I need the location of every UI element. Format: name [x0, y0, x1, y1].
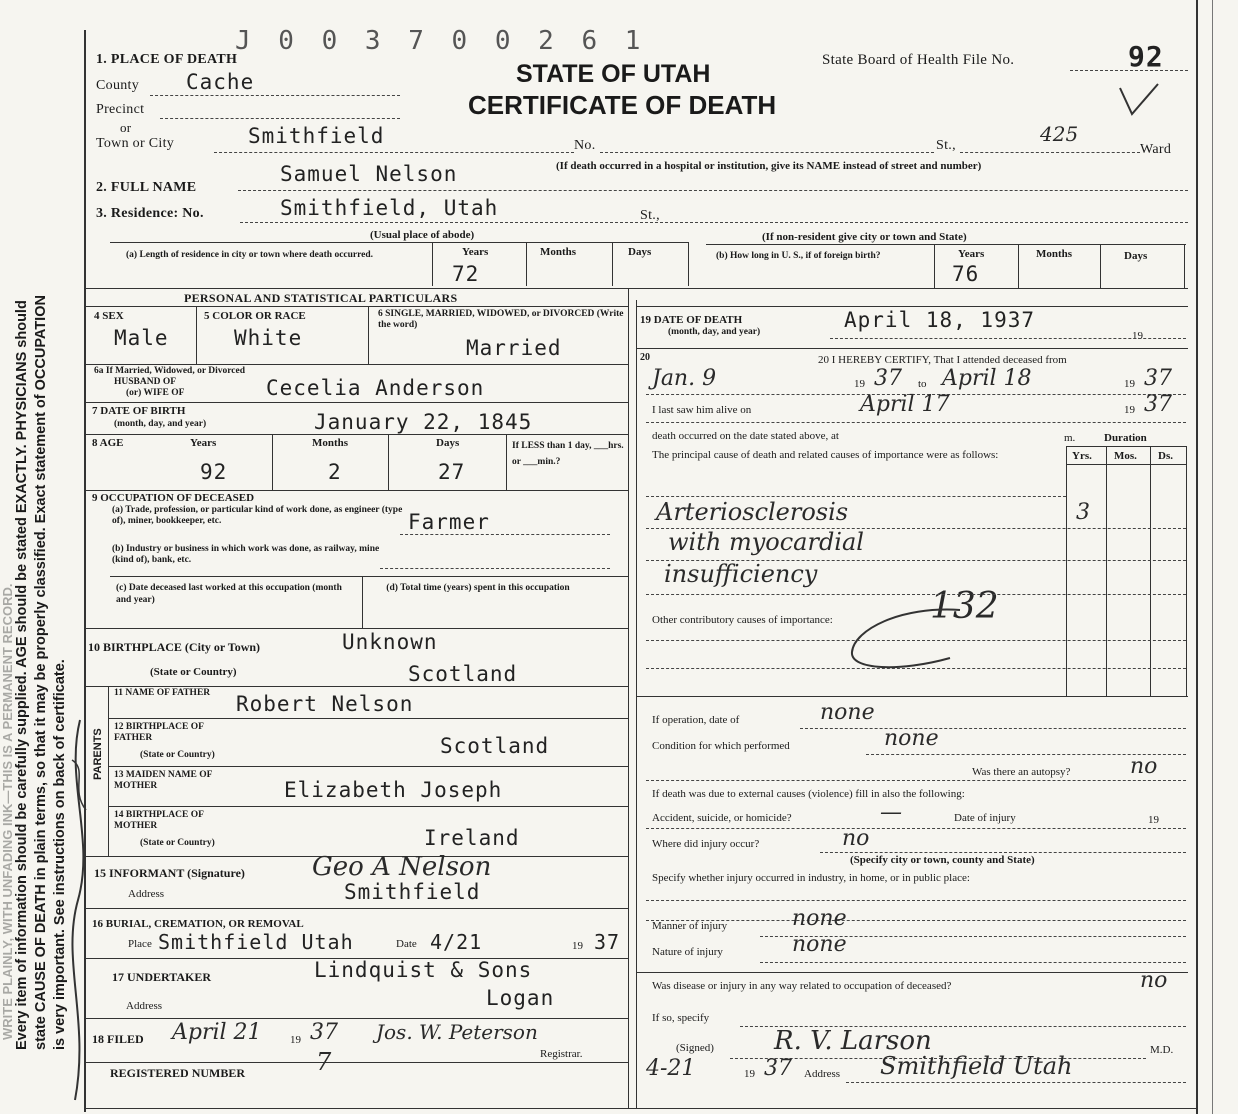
- age-div-3: [506, 434, 507, 490]
- file-number-label: State Board of Health File No.: [822, 52, 1015, 68]
- parent-line-3: [108, 806, 628, 807]
- nature-bottom-line: [636, 972, 1188, 973]
- occupation-d-label: (d) Total time (years) spent in this occupation: [386, 583, 570, 593]
- frame-right: [1196, 0, 1198, 1114]
- dod-line: [830, 338, 1186, 339]
- undertaker-address-label: Address: [126, 1000, 163, 1012]
- cause-line-3: [646, 594, 1186, 595]
- registered-number-label: REGISTERED NUMBER: [110, 1066, 246, 1080]
- residence-line: [240, 222, 1188, 223]
- sex-value: Male: [114, 326, 169, 350]
- spouse-value: Cecelia Anderson: [266, 376, 485, 400]
- operation-value: none: [820, 700, 875, 725]
- cause-3: insufficiency: [664, 560, 818, 588]
- physician-address-label: Address: [804, 1068, 841, 1080]
- frame-bottom: [84, 1108, 1196, 1109]
- sex-div: [196, 306, 197, 364]
- md-label: M.D.: [1150, 1044, 1174, 1056]
- res-months-label: Months: [540, 246, 577, 258]
- last-saw-label: I last saw him alive on: [652, 404, 752, 416]
- town-st-label: St.,: [936, 138, 956, 153]
- county-label: County: [96, 78, 140, 93]
- to-year: 37: [1144, 366, 1172, 391]
- filed-label: 18 FILED: [92, 1032, 144, 1046]
- undertaker-value: Lindquist & Sons: [314, 958, 533, 982]
- condition-label: Condition for which performed: [652, 740, 790, 752]
- last-year: 37: [1144, 392, 1172, 417]
- cause-code: 132: [930, 586, 999, 627]
- father-birth-sub: (State or Country): [140, 750, 215, 760]
- ds-label: Ds.: [1158, 450, 1173, 462]
- injury-19: 19: [1148, 814, 1159, 826]
- foreign-years-label: Years: [958, 248, 985, 260]
- mother-label: 13 MAIDEN NAME OF MOTHER: [114, 770, 213, 791]
- ward-label: Ward: [1140, 142, 1172, 157]
- usual-abode-note: (Usual place of abode): [370, 229, 475, 241]
- if-so-label: If so, specify: [652, 1012, 710, 1024]
- nature-value: none: [792, 932, 847, 957]
- manner-value: none: [792, 906, 847, 931]
- occ-row-line: [110, 576, 628, 577]
- med-top-line: [636, 306, 1188, 307]
- or-label: or: [120, 120, 132, 135]
- occupation-b-label: (b) Industry or business in which work was done, as railway, mine (kind of), bank, etc.: [112, 544, 380, 565]
- occupation-related-label: Was disease or injury in any way related to occupation of deceased?: [652, 980, 952, 992]
- town-no-label: No.: [574, 138, 596, 153]
- father-value: Robert Nelson: [236, 692, 414, 716]
- birthplace-label: 10 BIRTHPLACE (City or Town): [88, 640, 261, 654]
- county-line: [150, 95, 400, 96]
- foreign-div-3: [1100, 244, 1101, 288]
- cause-line-5: [646, 668, 1186, 669]
- spouse-label-3: (or) WIFE OF: [126, 388, 185, 398]
- handwritten-425: 425: [1040, 122, 1079, 146]
- signature-year: 37: [764, 1056, 792, 1081]
- undertaker-address-value: Logan: [486, 986, 555, 1010]
- foreign-days-label: Days: [1124, 250, 1148, 262]
- res-row-bottom: [84, 288, 1188, 289]
- occ-div: [362, 576, 363, 628]
- from-year: 37: [874, 366, 902, 391]
- side-instructions-top: WRITE PLAINLY, WITH UNFADING INK—THIS IS A PERMANENT RECORD.: [0, 583, 15, 1040]
- dur-div-4: [1186, 446, 1187, 696]
- sex-label: 4 SEX: [94, 310, 124, 322]
- attended-from: Jan. 9: [652, 366, 717, 391]
- age-days-label: Days: [436, 437, 460, 449]
- father-label: 11 NAME OF FATHER: [114, 688, 211, 698]
- dob-sub: (month, day, and year): [114, 419, 207, 429]
- cause-1: Arteriosclerosis: [656, 498, 849, 526]
- burial-year-value: 37: [594, 930, 621, 954]
- father-birth-value: Scotland: [440, 734, 550, 758]
- father-birth-label: 12 BIRTHPLACE OF FATHER: [114, 722, 204, 743]
- nature-line: [760, 962, 1186, 963]
- row-line-11: [84, 1062, 628, 1063]
- town-value: Smithfield: [248, 124, 385, 148]
- foreign-months-label: Months: [1036, 248, 1073, 260]
- cause-2: with myocardial: [668, 528, 864, 556]
- dob-label: 7 DATE OF BIRTH: [92, 405, 186, 417]
- file-number-line: [1070, 70, 1188, 71]
- occupation-b-line: [380, 568, 610, 569]
- precinct-line: [160, 118, 400, 119]
- industry-line-1: [646, 900, 1186, 901]
- cause-bottom-line: [636, 696, 1188, 697]
- birthplace-country-value: Scotland: [408, 662, 518, 686]
- death-occurred-label: death occurred on the date stated above, at: [652, 430, 839, 442]
- burial-label: 16 BURIAL, CREMATION, OR REMOVAL: [92, 918, 304, 930]
- informant-label: 15 INFORMANT (Signature): [94, 866, 245, 880]
- row-line-10: [84, 1018, 628, 1019]
- frame-left: [84, 30, 86, 1112]
- signature-date: 4-21: [646, 1056, 696, 1081]
- occupation-c-label: (c) Date deceased last worked at this occupation (month and year): [116, 583, 342, 605]
- signature-19: 19: [744, 1068, 755, 1080]
- specify-note: (Specify city or town, county and State): [850, 854, 1035, 866]
- serial-number: J 0 0 3 7 0 0 2 6 1: [235, 26, 647, 56]
- dur-div-2: [1106, 446, 1107, 696]
- autopsy-label: Was there an autopsy?: [972, 766, 1071, 778]
- personal-heading: PERSONAL AND STATISTICAL PARTICULARS: [184, 291, 458, 305]
- row-line-5: [84, 628, 628, 629]
- place-of-death-label: 1. PLACE OF DEATH: [96, 52, 238, 67]
- age-months-value: 2: [328, 460, 342, 484]
- dod-19: 19: [1132, 330, 1143, 342]
- burial-date-value: 4/21: [430, 930, 483, 954]
- injury-date-label: Date of injury: [954, 812, 1016, 824]
- occupation-a-label: (a) Trade, profession, or particular kind of work done, as engineer (type of), miner, bookkeeper, etc.: [112, 505, 403, 526]
- spouse-label-1: 6a If Married, Widowed, or Divorced: [94, 366, 246, 376]
- registrar-signature: Jos. W. Peterson: [376, 1020, 538, 1044]
- cert-label: 20 I HEREBY CERTIFY, That I attended deceased from: [818, 354, 1067, 366]
- manner-label: Manner of injury: [652, 920, 728, 932]
- foreign-years-value: 76: [952, 262, 980, 286]
- age-years-value: 92: [200, 460, 228, 484]
- column-divider-2: [636, 300, 637, 1108]
- cause-1-duration: 3: [1076, 500, 1090, 525]
- other-causes-label: Other contributory causes of importance:: [652, 614, 833, 626]
- occupation-line: [400, 534, 610, 535]
- birthplace-city-value: Unknown: [342, 630, 438, 654]
- where-line: [820, 852, 1186, 853]
- parent-line-1: [108, 718, 628, 719]
- filed-year-prefix: 19: [290, 1034, 301, 1046]
- res-div-3: [612, 242, 613, 286]
- column-divider: [628, 288, 629, 1108]
- parent-line-2: [108, 766, 628, 767]
- mother-birth-value: Ireland: [424, 826, 520, 850]
- age-div-2: [388, 434, 389, 490]
- county-value: Cache: [186, 70, 255, 94]
- informant-address-value: Smithfield: [344, 880, 481, 904]
- file-number: 92: [1128, 40, 1164, 73]
- non-resident-note: (If non-resident give city or town and State): [762, 231, 967, 243]
- address-line: [846, 1082, 1186, 1083]
- duration-label: Duration: [1104, 432, 1147, 444]
- registered-number-value: 7: [316, 1048, 332, 1076]
- res-days-label: Days: [628, 246, 652, 258]
- side-instructions-line1: Every item of information should be carefully supplied. AGE should be stated EXACTLY. PHYSICIANS should: [14, 300, 30, 1050]
- res-div-2: [526, 242, 527, 286]
- res-div-4: [688, 242, 689, 286]
- cause-line-4: [646, 640, 1186, 641]
- foreign-birth-label: (b) How long in U. S., if of foreign birth?: [716, 251, 881, 261]
- age-months-label: Months: [312, 437, 349, 449]
- hospital-note: (If death occurred in a hospital or institution, give its NAME instead of street and number): [556, 160, 982, 172]
- residence-value: Smithfield, Utah: [280, 196, 499, 220]
- from-19: 19: [854, 378, 865, 390]
- where-injury-label: Where did injury occur?: [652, 838, 760, 850]
- no-line: [600, 152, 934, 153]
- certificate-title: CERTIFICATE OF DEATH: [468, 90, 777, 120]
- mos-label: Mos.: [1114, 450, 1137, 462]
- marital-value: Married: [466, 336, 562, 360]
- dur-top-line: [1066, 446, 1186, 447]
- occupation-label: 9 OCCUPATION OF DECEASED: [92, 492, 255, 504]
- row-line-8: [84, 908, 628, 909]
- parents-div: [108, 686, 109, 856]
- informant-address-label: Address: [128, 888, 165, 900]
- res-row-top-2: [706, 244, 1186, 245]
- full-name-label: 2. FULL NAME: [96, 180, 197, 195]
- last-19: 19: [1124, 404, 1135, 416]
- dod-value: April 18, 1937: [844, 308, 1036, 332]
- residence-label: 3. Residence: No.: [96, 206, 204, 221]
- dob-value: January 22, 1845: [314, 410, 533, 434]
- yrs-label: Yrs.: [1072, 450, 1092, 462]
- cert-num: 20: [640, 352, 650, 363]
- row-line-3: [84, 434, 628, 435]
- informant-signature: Geo A Nelson: [312, 852, 492, 882]
- color-div: [368, 306, 369, 364]
- age-days-value: 27: [438, 460, 466, 484]
- occupation-related-value: no: [1140, 968, 1168, 993]
- row-line-2: [84, 402, 628, 403]
- state-title: STATE OF UTAH: [516, 60, 711, 88]
- undertaker-label: 17 UNDERTAKER: [112, 970, 212, 984]
- dod-bottom-line: [636, 348, 1188, 349]
- physician-signature: R. V. Larson: [774, 1026, 932, 1056]
- res-years-label: Years: [462, 246, 489, 258]
- st-line: [960, 152, 1140, 153]
- signed-label: (Signed): [676, 1042, 714, 1054]
- full-name-value: Samuel Nelson: [280, 162, 458, 186]
- burial-place-value: Smithfield Utah: [158, 930, 354, 954]
- row-line-6: [84, 686, 628, 687]
- full-name-line: [238, 190, 1188, 191]
- industry-label: Specify whether injury occurred in industry, in home, or in public place:: [652, 872, 970, 884]
- dod-label: 19 DATE OF DEATH: [640, 314, 743, 326]
- operation-line: [800, 728, 1186, 729]
- mother-birth-label: 14 BIRTHPLACE OF MOTHER: [114, 810, 204, 831]
- accident-line: [646, 828, 1186, 829]
- external-causes-label: If death was due to external causes (violence) fill in also the following:: [652, 788, 965, 800]
- foreign-div-1: [934, 244, 935, 288]
- filed-date: April 21: [172, 1020, 262, 1045]
- filed-year: 37: [310, 1020, 338, 1045]
- mother-value: Elizabeth Joseph: [284, 778, 503, 802]
- cert-line-2: [646, 422, 1186, 423]
- color-label: 5 COLOR OR RACE: [204, 310, 306, 322]
- dur-div-3: [1150, 446, 1151, 696]
- burial-place-label: Place: [128, 938, 152, 950]
- foreign-div-2: [1018, 244, 1019, 288]
- dod-sub: (month, day, and year): [668, 327, 761, 337]
- res-div-1: [432, 242, 433, 286]
- foreign-div-4: [1184, 244, 1185, 288]
- side-instructions-line2: state CAUSE OF DEATH in plain terms, so that it may be properly classified. Exact statement of OCCUPATION: [33, 295, 49, 1050]
- dur-div-1: [1066, 446, 1067, 696]
- nature-label: Nature of injury: [652, 946, 723, 958]
- accident-value: —: [880, 800, 902, 825]
- burial-date-label: Date: [396, 938, 417, 950]
- occupation-value: Farmer: [408, 510, 490, 534]
- birthplace-state-label: (State or Country): [150, 666, 237, 678]
- age-label: 8 AGE: [92, 437, 124, 449]
- dur-head-line: [1066, 464, 1186, 465]
- precinct-label: Precinct: [96, 102, 145, 117]
- attended-to: April 18: [942, 366, 1032, 391]
- operation-label: If operation, date of: [652, 714, 740, 726]
- burial-year-prefix: 19: [572, 940, 583, 952]
- physician-address-value: Smithfield Utah: [880, 1052, 1073, 1080]
- row-line-1: [84, 364, 628, 365]
- res-row-top: [110, 242, 688, 243]
- age-div-1: [272, 434, 273, 490]
- to-label: to: [918, 378, 927, 390]
- cause-line-0: [646, 496, 1066, 497]
- mother-birth-sub: (State or Country): [140, 838, 215, 848]
- age-less-label: If LESS than 1 day, ___hrs. or ___min.?: [512, 441, 624, 467]
- length-residence-label: (a) Length of residence in city or town where death occurred.: [126, 250, 374, 260]
- color-value: White: [234, 326, 303, 350]
- age-years-label: Years: [190, 437, 217, 449]
- where-injury-value: no: [842, 826, 870, 851]
- m-label: m.: [1064, 432, 1076, 444]
- check-mark: [1118, 80, 1160, 120]
- last-saw-date: April 17: [860, 392, 950, 417]
- frame-right-2: [1212, 0, 1213, 1114]
- town-line: [214, 152, 574, 153]
- spouse-label-2: HUSBAND OF: [114, 377, 177, 387]
- side-instructions-line3: is very important. See instructions on back of certificate.: [52, 659, 68, 1050]
- autopsy-value: no: [1130, 754, 1158, 779]
- to-19: 19: [1124, 378, 1135, 390]
- personal-heading-line: [84, 306, 628, 307]
- principal-cause-label: The principal cause of death and related causes of importance were as follows:: [652, 449, 999, 461]
- row-line-4: [84, 490, 628, 491]
- accident-label: Accident, suicide, or homicide?: [652, 812, 792, 824]
- parents-side-label: PARENTS: [92, 728, 104, 780]
- condition-value: none: [884, 726, 939, 751]
- town-label: Town or City: [96, 136, 175, 151]
- res-years-value: 72: [452, 262, 480, 286]
- marital-label: 6 SINGLE, MARRIED, WIDOWED, or DIVORCED (Write the word): [378, 309, 624, 330]
- registrar-label: Registrar.: [540, 1048, 583, 1060]
- residence-st-label: St.,: [640, 208, 660, 223]
- autopsy-line: [646, 780, 1186, 781]
